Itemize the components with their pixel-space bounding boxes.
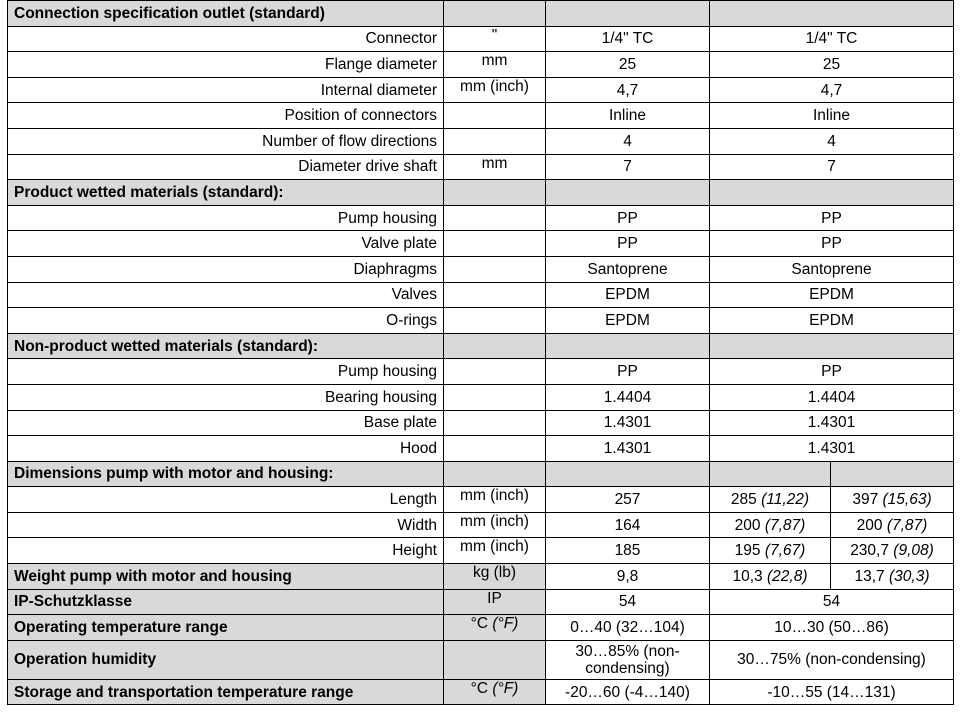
row-label: Hood [8, 436, 444, 462]
value-model-2: 54 [710, 589, 954, 615]
row-label: Bearing housing [8, 384, 444, 410]
value-model-2: 1.4404 [710, 384, 954, 410]
table-row [8, 436, 954, 462]
table-row [8, 128, 954, 154]
row-unit [444, 103, 546, 129]
value-model-2: 7 [710, 154, 954, 180]
value-model-2: 1/4" TC [710, 26, 954, 52]
row-unit: mm (inch) [444, 487, 546, 513]
value-model-2a: 10,3 (22,8) [710, 564, 831, 590]
value-model-1: 257 [546, 487, 710, 513]
row-label: IP-Schutzklasse [8, 589, 444, 615]
value-model-1: 4 [546, 128, 710, 154]
row-label: Number of flow directions [8, 128, 444, 154]
row-unit: mm (inch) [444, 77, 546, 103]
row-label: Diameter drive shaft [8, 154, 444, 180]
table-row [8, 103, 954, 129]
value-model-1: PP [546, 359, 710, 385]
row-unit: mm (inch) [444, 538, 546, 564]
value-model-2: 10…30 (50…86) [710, 615, 954, 641]
row-label: Diaphragms [8, 256, 444, 282]
table-row [8, 564, 954, 590]
section-title: Non-product wetted materials (standard): [8, 333, 444, 359]
section-title: Product wetted materials (standard): [8, 180, 444, 206]
value-model-1: 164 [546, 512, 710, 538]
row-label: Width [8, 512, 444, 538]
table-row [8, 26, 954, 52]
value-model-2: 30…75% (non-condensing) [710, 640, 954, 679]
section-header-row [8, 1, 954, 27]
row-unit: mm [444, 154, 546, 180]
table-row [8, 308, 954, 334]
row-label: Operation humidity [8, 640, 444, 679]
table-row [8, 154, 954, 180]
value-model-2: Inline [710, 103, 954, 129]
table-row [8, 640, 954, 679]
row-unit [444, 308, 546, 334]
value-model-1: 1/4" TC [546, 26, 710, 52]
section-header-row [8, 461, 954, 487]
row-unit [444, 359, 546, 385]
row-label: O-rings [8, 308, 444, 334]
value-model-2a: 285 (11,22) [710, 487, 831, 513]
section-header-row [8, 333, 954, 359]
value-model-2: -10…55 (14…131) [710, 679, 954, 705]
row-unit: °C (°F) [444, 615, 546, 641]
value-model-1: 7 [546, 154, 710, 180]
table-row [8, 77, 954, 103]
value-model-2: EPDM [710, 308, 954, 334]
table-row [8, 384, 954, 410]
value-model-2b: 397 (15,63) [831, 487, 954, 513]
table-row [8, 512, 954, 538]
value-model-1: PP [546, 231, 710, 257]
row-unit: " [444, 26, 546, 52]
value-model-1: 0…40 (32…104) [546, 615, 710, 641]
value-model-2: PP [710, 359, 954, 385]
value-model-2: 4 [710, 128, 954, 154]
value-model-2: 1.4301 [710, 436, 954, 462]
value-model-1: 185 [546, 538, 710, 564]
row-unit [444, 128, 546, 154]
value-model-2: EPDM [710, 282, 954, 308]
row-label: Weight pump with motor and housing [8, 564, 444, 590]
table-row [8, 52, 954, 78]
row-label: Position of connectors [8, 103, 444, 129]
value-model-1: 4,7 [546, 77, 710, 103]
row-unit [444, 231, 546, 257]
table-row [8, 487, 954, 513]
table-row [8, 231, 954, 257]
value-model-1: 25 [546, 52, 710, 78]
value-model-1: -20…60 (-4…140) [546, 679, 710, 705]
row-label: Valve plate [8, 231, 444, 257]
row-label: Pump housing [8, 205, 444, 231]
row-unit: mm (inch) [444, 512, 546, 538]
row-unit [444, 436, 546, 462]
row-label: Storage and transportation temperature range [8, 679, 444, 705]
row-unit [444, 205, 546, 231]
value-model-2: PP [710, 205, 954, 231]
value-model-2b: 13,7 (30,3) [831, 564, 954, 590]
value-model-1: 1.4404 [546, 384, 710, 410]
value-model-2: 25 [710, 52, 954, 78]
value-model-2: 4,7 [710, 77, 954, 103]
section-title: Connection specification outlet (standard) [8, 1, 444, 27]
value-model-1: Santoprene [546, 256, 710, 282]
row-unit: mm [444, 52, 546, 78]
value-model-2: 1.4301 [710, 410, 954, 436]
value-model-1: 1.4301 [546, 410, 710, 436]
row-unit: IP [444, 589, 546, 615]
table-row [8, 205, 954, 231]
row-unit [444, 256, 546, 282]
row-unit [444, 384, 546, 410]
row-label: Height [8, 538, 444, 564]
row-label: Flange diameter [8, 52, 444, 78]
value-model-1: EPDM [546, 282, 710, 308]
value-model-2b: 230,7 (9,08) [831, 538, 954, 564]
value-model-2b: 200 (7,87) [831, 512, 954, 538]
table-row [8, 359, 954, 385]
table-row [8, 256, 954, 282]
value-model-1: EPDM [546, 308, 710, 334]
value-model-1: 54 [546, 589, 710, 615]
table-row [8, 410, 954, 436]
value-model-2: PP [710, 231, 954, 257]
table-row [8, 589, 954, 615]
row-unit [444, 640, 546, 679]
row-label: Base plate [8, 410, 444, 436]
value-model-1: Inline [546, 103, 710, 129]
row-unit [444, 282, 546, 308]
row-label: Length [8, 487, 444, 513]
row-label: Valves [8, 282, 444, 308]
value-model-2a: 200 (7,87) [710, 512, 831, 538]
table-row [8, 615, 954, 641]
section-title: Dimensions pump with motor and housing: [8, 461, 444, 487]
value-model-2a: 195 (7,67) [710, 538, 831, 564]
table-row [8, 282, 954, 308]
specification-table [7, 0, 954, 705]
row-label: Operating temperature range [8, 615, 444, 641]
table-row [8, 679, 954, 705]
value-model-2: Santoprene [710, 256, 954, 282]
row-unit: kg (lb) [444, 564, 546, 590]
value-model-1: PP [546, 205, 710, 231]
row-unit: °C (°F) [444, 679, 546, 705]
row-label: Pump housing [8, 359, 444, 385]
value-model-1: 1.4301 [546, 436, 710, 462]
row-unit [444, 410, 546, 436]
table-row [8, 538, 954, 564]
row-label: Connector [8, 26, 444, 52]
section-header-row [8, 180, 954, 206]
value-model-1: 30…85% (non-condensing) [546, 640, 710, 679]
row-label: Internal diameter [8, 77, 444, 103]
value-model-1: 9,8 [546, 564, 710, 590]
